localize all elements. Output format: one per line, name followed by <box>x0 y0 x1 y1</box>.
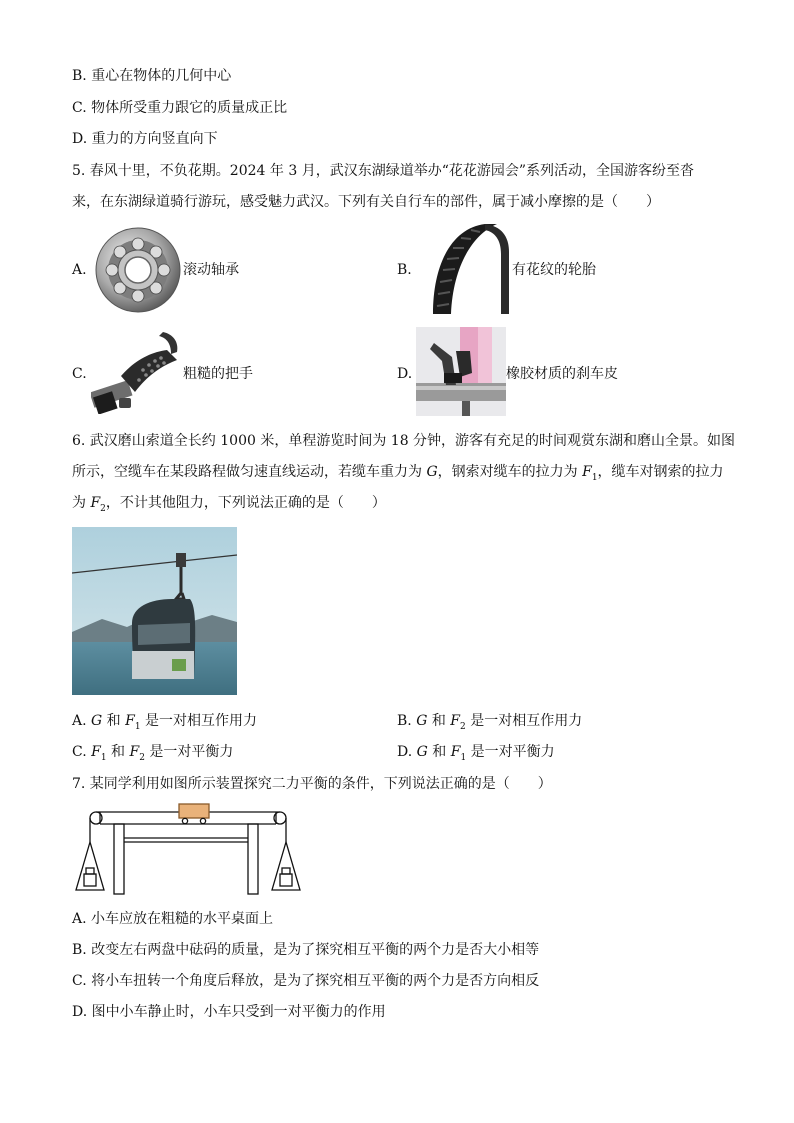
q6-option-d: D. G 和 $F_1$ 是一对平衡力 <box>397 744 555 763</box>
cable-car-photo <box>72 527 237 695</box>
q5-option-a-caption: 滚动轴承 <box>183 262 239 278</box>
q6-option-a: A. G 和 $F_1$ 是一对相互作用力 <box>72 713 258 732</box>
q6-option-b: B. G 和 $F_2$ 是一对相互作用力 <box>397 713 583 732</box>
q7-option-c: C. 将小车扭转一个角度后释放，是为了探究相互平衡的两个力是否方向相反 <box>72 973 540 989</box>
q5-option-d-caption: 橡胶材质的刹车皮 <box>506 366 618 382</box>
q4-option-d: D. 重力的方向竖直向下 <box>72 131 218 147</box>
q5-option-c-letter: C. <box>72 366 87 382</box>
q6-stem-line1: 6. 武汉磨山索道全长约 1000 米，单程游览时间为 18 分钟，游客有充足的时间观赏东湖和磨山全景。如图 <box>72 433 736 449</box>
q4-option-c: C. 物体所受重力跟它的质量成正比 <box>72 100 288 116</box>
q7-option-a: A. 小车应放在粗糙的水平桌面上 <box>72 911 274 927</box>
q5-option-b-letter: B. <box>397 262 412 278</box>
q5-stem-line2: 来，在东湖绿道骑行游玩，感受魅力武汉。下列有关自行车的部件，属于减小摩擦的是（ ） <box>72 194 660 210</box>
q6-option-c: C. $F_1$ 和 $F_2$ 是一对平衡力 <box>72 744 234 763</box>
q7-option-d: D. 图中小车静止时，小车只受到一对平衡力的作用 <box>72 1004 386 1020</box>
q5-option-d-letter: D. <box>397 366 413 382</box>
q5-option-c-caption: 粗糙的把手 <box>183 366 253 382</box>
q4-option-b: B. 重心在物体的几何中心 <box>72 68 232 84</box>
two-force-balance-apparatus-diagram <box>72 802 304 896</box>
q6-stem-line3: 为 $F_2$，不计其他阻力，下列说法正确的是（ ） <box>72 495 386 514</box>
treaded-tire-icon <box>423 222 513 316</box>
ball-bearing-icon <box>94 225 182 315</box>
q5-option-a-letter: A. <box>72 262 87 278</box>
q5-stem-line1: 5. 春风十里，不负花期。2024 年 3 月，武汉东湖绿道举办“花花游园会”系列活动，全国游客纷至沓 <box>72 163 695 179</box>
rubber-brake-pad-icon <box>416 327 506 416</box>
q5-option-b-caption: 有花纹的轮胎 <box>512 262 596 278</box>
rough-handlebar-icon <box>91 330 183 414</box>
q7-option-b: B. 改变左右两盘中砝码的质量，是为了探究相互平衡的两个力是否大小相等 <box>72 942 540 958</box>
q6-stem-line2: 所示，空缆车在某段路程做匀速直线运动，若缆车重力为 G，钢索对缆车的拉力为 $F_1$，缆车对钢索的拉力 <box>72 464 724 483</box>
q7-stem: 7. 某同学利用如图所示装置探究二力平衡的条件，下列说法正确的是（ ） <box>72 776 552 792</box>
